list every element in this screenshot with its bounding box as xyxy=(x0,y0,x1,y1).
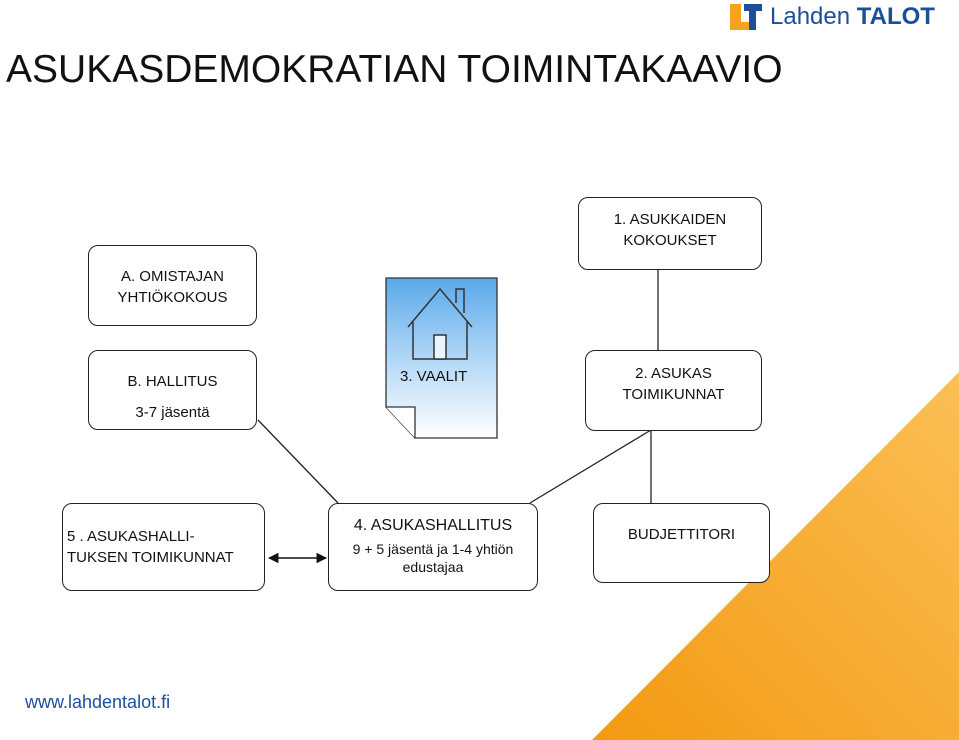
footer-website-link[interactable]: www.lahdentalot.fi xyxy=(25,692,171,712)
box-4-line3: edustajaa xyxy=(402,559,464,575)
box-b-line1: B. HALLITUS xyxy=(127,373,218,390)
box-2-line2: TOIMIKUNNAT xyxy=(622,386,725,403)
box-5-line2: TUKSEN TOIMIKUNNAT xyxy=(67,549,234,566)
connector-2-to-4 xyxy=(530,430,651,503)
box-b-hallitus[interactable] xyxy=(88,350,257,430)
box-5-line1: 5 . ASUKASHALLI- xyxy=(67,528,195,545)
connector-b-to-4 xyxy=(258,420,338,503)
box-a-line2: YHTIÖKOKOUS xyxy=(117,289,228,306)
box-1-asukkaiden-kokoukset[interactable] xyxy=(578,197,762,270)
vaalit-document-shape[interactable] xyxy=(385,277,498,439)
box-1-line1: 1. ASUKKAIDEN xyxy=(613,211,727,228)
box-2-asukastoimikunnat[interactable] xyxy=(585,350,762,431)
box-a-omistajan-yhtiokokous[interactable] xyxy=(88,245,257,326)
box-5-asukashallituksen-toimikunnat[interactable] xyxy=(62,503,265,591)
vaalit-label: 3. VAALIT xyxy=(400,368,468,385)
box-4-asukashallitus[interactable] xyxy=(328,503,538,591)
box-2-line1: 2. ASUKAS xyxy=(635,365,712,382)
box-budjettitori[interactable] xyxy=(593,503,770,583)
box-4-line1: 4. ASUKASHALLITUS xyxy=(353,517,513,534)
box-b-line2: 3-7 jäsentä xyxy=(135,404,210,421)
box-1-line2: KOKOUKSET xyxy=(623,232,717,249)
box-budjettitori-label: BUDJETTITORI xyxy=(627,526,736,543)
page-title: ASUKASDEMOKRATIAN TOIMINTAKAAVIO xyxy=(6,48,783,91)
box-4-line2: 9 + 5 jäsentä ja 1-4 yhtiön xyxy=(352,541,514,557)
box-a-line1: A. OMISTAJAN xyxy=(120,268,225,285)
logo-text: Lahden TALOT xyxy=(770,3,935,30)
